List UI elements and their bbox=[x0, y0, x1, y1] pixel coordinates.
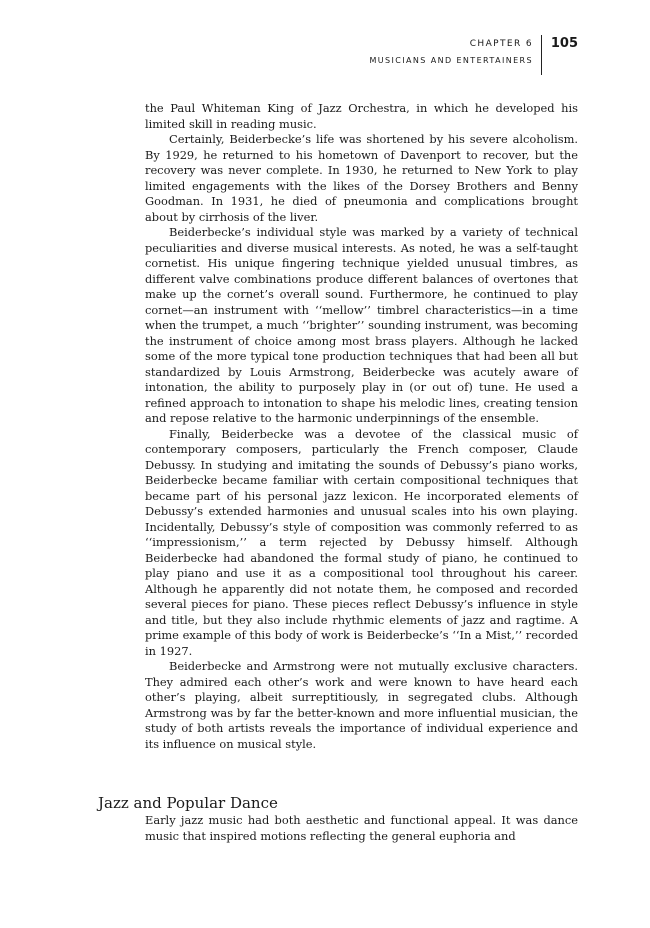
paragraph: Beiderbecke’s individual style was marked by a variety of technical peculiarities and diverse musical interests. As noted, he was a self-taught cornetist. His unique fingering technique yielded unusual timbres, as different valve combinations produce different balances of overtones that make up the cornet’s overall sound. Furthermore, he continued to play cornet—an instrument with ‘‘mellow’’ timbrel characteristics—in a time when the trumpet, a much ‘‘brighter’’ sounding instrument, was becoming the instrument of choice among most brass players. Although he lacked some of the more typical tone production techniques that had been all but standardized by Louis Armstrong, Beiderbecke was acutely aware of intonation, the ability to purposely play in (or out of) tune. He used a refined approach to intonation to shape his melodic lines, creating tension and repose relative to the harmonic underpinnings of the ensemble. bbox=[145, 225, 578, 425]
header-divider bbox=[541, 35, 542, 75]
paragraph: Beiderbecke and Armstrong were not mutually exclusive characters. They admired each other’s work and were known to have heard each other’s playing, albeit surreptitiously, in segregated clubs. Although Armstrong was by far the better-known and more influential musician, the study of both artists reveals the importance of individual experience and its influence on musical style. bbox=[145, 659, 578, 751]
paragraph: Early jazz music had both aesthetic and functional appeal. It was dance music that inspired motions reflecting the general euphoria and bbox=[145, 813, 578, 843]
paragraph: Certainly, Beiderbecke’s life was shortened by his severe alcoholism. By 1929, he returned to his hometown of Davenport to recover, but the recovery was never complete. In 1930, he returned to New York to play limited engagements with the likes of the Dorsey Brothers and Benny Goodman. In 1931, he died of pneumonia and complications brought about by cirrhosis of the liver. bbox=[145, 132, 578, 224]
section-heading: Jazz and Popular Dance bbox=[98, 794, 278, 813]
page-number: 105 bbox=[550, 36, 578, 51]
body-text bbox=[145, 101, 578, 752]
section-body-text bbox=[145, 813, 578, 844]
paragraph: Finally, Beiderbecke was a devotee of the classical music of contemporary composers, particularly the French composer, Claude Debussy. In studying and imitating the sounds of Debussy’s piano works, Beiderbecke became familiar with certain compositional techniques that became part of his personal jazz lexicon. He incorporated elements of Debussy’s extended harmonies and unusual scales into his own playing. Incidentally, Debussy’s style of composition was commonly referred to as ‘‘impressionism,’’ a term rejected by Debussy himself. Although Beiderbecke had abandoned the formal study of piano, he continued to play piano and use it as a compositional tool throughout his career. Although he apparently did not notate them, he composed and recorded several pieces for piano. These pieces reflect Debussy’s influence in style and title, but they also include rhythmic elements of jazz and ragtime. A prime example of this body of work is Beiderbecke’s ‘‘In a Mist,’’ recorded in 1927. bbox=[145, 426, 578, 658]
chapter-label: CHAPTER 6 bbox=[469, 39, 533, 49]
section-label: MUSICIANS AND ENTERTAINERS bbox=[369, 56, 533, 65]
running-header-text bbox=[369, 38, 533, 67]
paragraph: the Paul Whiteman King of Jazz Orchestra, in which he developed his limited skill in reading music. bbox=[145, 101, 578, 131]
running-header bbox=[278, 35, 578, 75]
